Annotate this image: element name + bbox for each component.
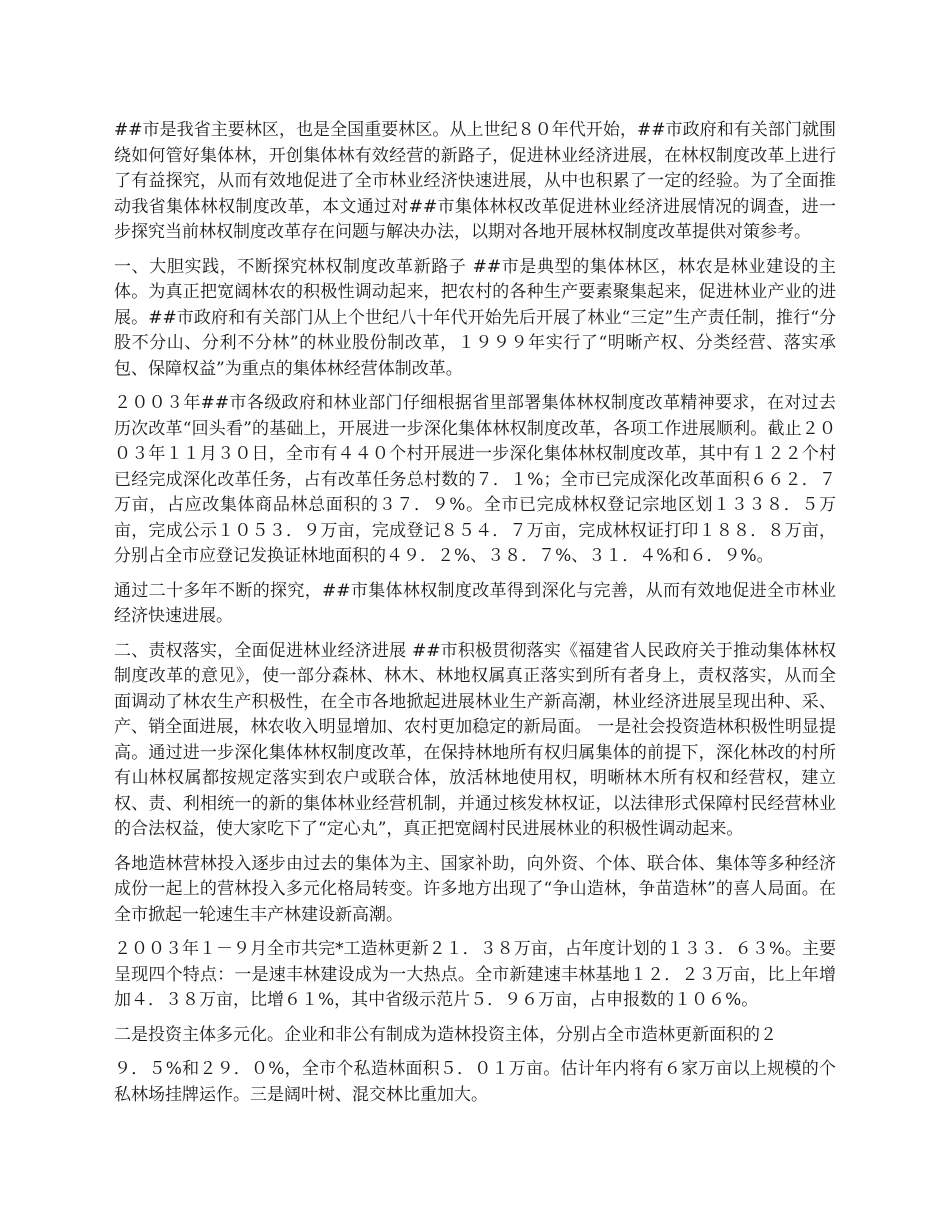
paragraph-section-two: 二、责权落实，全面促进林业经济进展 ##市积极贯彻落实《福建省人民政府关于推动集体林权制度改革的意见》，使一部分森林、林木、林地权属真正落实到所有者身上，责权落实，从而全面调动了林农生产积极性，在全市各地掀起进展林业生产新高潮，林业经济进展呈现出种、采、产、销全面进展，林农收入明显增加、农村更加稳定的新局面。 一是社会投资造林积极性明显提高。通过进一步深化集体林权制度改革，在保持林地所有权归属集体的前提下，深化林改的村所有山林权属都按规定落实到农户或联合体，放活林地使用权，明晰林木所有权和经营权，建立权、责、利相统一的新的集体林业经营机制，并通过核发林权证，以法律形式保障村民经营林业的合法权益，使大家吃下了“定心丸”，真正把宽阔村民进展林业的积极性调动起来。 <box>114 640 836 839</box>
paragraph-2003-afforestation: ２００３年１－９月全市共完*工造林更新２１．３８万亩，占年度计划的１３３．６３%。主要呈现四个特点：一是速丰林建设成为一大热点。全市新建速丰林基地１２．２３万亩，比上年增加４．３８万亩，比增６１%，其中省级示范片５．９６万亩，占申报数的１０６%。 <box>114 939 836 1010</box>
document-body <box>114 118 836 1117</box>
paragraph-section-one: 一、大胆实践，不断探究林权制度改革新路子 ##市是典型的集体林区，林农是林业建设的主体。为真正把宽阔林农的积极性调动起来，把农村的各种生产要素聚集起来，促进林业产业的进展。##市政府和有关部门从上个世纪八十年代开始先后开展了林业“三定”生产责任制，推行“分股不分山、分利不分林”的林业股份制改革，１９９９年实行了“明晰产权、分类经营、落实承包、保障权益”为重点的集体林经营体制改革。 <box>114 256 836 379</box>
paragraph-private-forest: ９．５%和２９．０%，全市个私造林面积５．０１万亩。估计年内将有６家万亩以上规模的个私林场挂牌运作。三是阔叶树、混交林比重加大。 <box>114 1059 836 1105</box>
paragraph-intro: ##市是我省主要林区，也是全国重要林区。从上世纪８０年代开始，##市政府和有关部门就围绕如何管好集体林，开创集体林有效经营的新路子，促进林业经济进展，在林权制度改革上进行了有益探究，从而有效地促进了全市林业经济快速进展，从中也积累了一定的经验。为了全面推动我省集体林权制度改革，本文通过对##市集体林权改革促进林业经济进展情况的调查，进一步探究当前林权制度改革存在问题与解决办法，以期对各地开展林权制度改革提供对策参考。 <box>114 120 836 242</box>
paragraph-investor-diversity: 二是投资主体多元化。企业和非公有制成为造林投资主体，分别占全市造林更新面积的２ <box>114 1024 777 1045</box>
paragraph-2003-progress: ２００３年##市各级政府和林业部门仔细根据省里部署集体林权制度改革精神要求，在对过去历次改革“回头看”的基础上，开展进一步深化集体林权制度改革，各项工作进展顺利。截止２００３年１１月３０日，全市有４４０个村开展进一步深化集体林权制度改革，其中有１２２个村已经完成深化改革任务，占有改革任务总村数的７．１%；全市已完成深化改革面积６６２．７万亩，占应改集体商品林总面积的３７．９%。全市已完成林权登记宗地区划１３３８．５万亩，完成公示１０５３．９万亩，完成登记８５４．７万亩，完成林权证打印１８８．８万亩，分别占全市应登记发换证林地面积的４９．２%、３８．７%、３１．４%和６．９%。 <box>114 393 836 566</box>
paragraph-investment-shift: 各地造林营林投入逐步由过去的集体为主、国家补助，向外资、个体、联合体、集体等多种经济成份一起上的营林投入多元化格局转变。许多地方出现了“争山造林，争苗造林”的喜人局面。在全市掀起一轮速生丰产林建设新高潮。 <box>114 853 836 925</box>
paragraph-summary: 通过二十多年不断的探究，##市集体林权制度改革得到深化与完善，从而有效地促进全市林业经济快速进展。 <box>114 580 836 626</box>
